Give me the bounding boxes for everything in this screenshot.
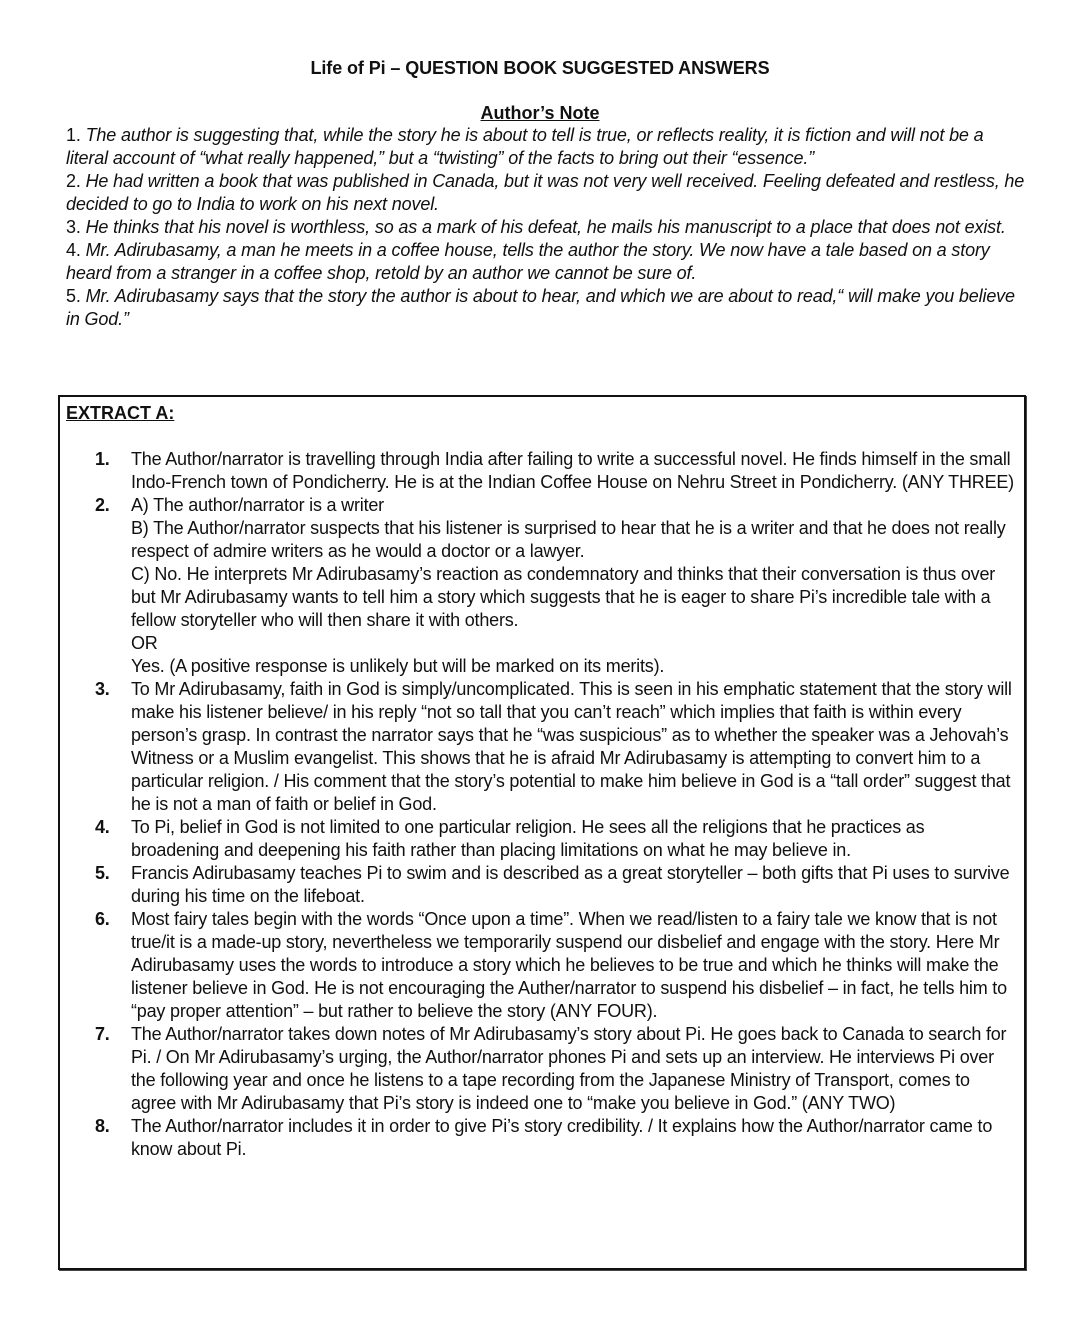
document-title: Life of Pi – QUESTION BOOK SUGGESTED ANSWERS: [310, 58, 770, 78]
authors-note-list: [66, 124, 1026, 331]
answer-item: [95, 1023, 1015, 1115]
extract-a-heading: EXTRACT A:: [66, 403, 175, 423]
extract-a-answer-list: [95, 448, 1015, 1161]
answer-number: 2.: [95, 495, 110, 515]
answer-item: [95, 908, 1015, 1023]
answer-body: [131, 816, 1015, 862]
item-number: 3.: [66, 217, 81, 237]
authors-note-item: [66, 216, 1026, 239]
authors-note-item: [66, 170, 1026, 216]
answer-body: [131, 1115, 1015, 1161]
item-text: The author is suggesting that, while the story he is about to tell is true, or reflects reality, it is fiction and will not be a literal account of “what really happened,” but a “twisting” of the facts to bring out their “essence.”: [66, 125, 984, 168]
answer-line: Francis Adirubasamy teaches Pi to swim and is described as a great storyteller – both gifts that Pi uses to survive during his time on the lifeboat.: [131, 863, 1010, 906]
answer-item: [95, 448, 1015, 494]
item-text: Mr. Adirubasamy says that the story the author is about to hear, and which we are about to read,“ will make you believe in God.”: [66, 286, 1015, 329]
answer-part-c: C) No. He interprets Mr Adirubasamy’s reaction as condemnatory and thinks that their conversation is thus over but Mr Adirubasamy wants to tell him a story which suggests that he is eager to share Pi’s incredible tale with a fellow storyteller who will then share it with others.: [131, 564, 996, 630]
answer-item: [95, 678, 1015, 816]
answer-number: 4.: [95, 817, 110, 837]
item-number: 5.: [66, 286, 81, 306]
authors-note-heading: Author’s Note: [480, 103, 600, 123]
answer-body: [131, 678, 1015, 816]
item-number: 1.: [66, 125, 81, 145]
answer-number: 8.: [95, 1116, 110, 1136]
answer-item: [95, 494, 1015, 678]
item-number: 4.: [66, 240, 81, 260]
answer-line: The Author/narrator takes down notes of Mr Adirubasamy’s story about Pi. He goes back to Canada to search for Pi. / On Mr Adirubasamy’s urging, the Author/narrator phones Pi and sets up an interview. He interviews Pi over the following year and once he listens to a tape recording from the Japanese Ministry of Transport, comes to agree with Mr Adirubasamy that Pi’s story is indeed one to “make you believe in God.” (ANY TWO): [131, 1024, 1007, 1113]
item-text: Mr. Adirubasamy, a man he meets in a coffee house, tells the author the story. We now have a tale based on a story heard from a stranger in a coffee shop, retold by an author we cannot be sure of.: [66, 240, 990, 283]
answer-item: [95, 816, 1015, 862]
answer-body: [131, 862, 1015, 908]
item-text: He had written a book that was published in Canada, but it was not very well received. Feeling defeated and restless, he decided to go to India to work on his next novel.: [66, 171, 1025, 214]
answer-line: To Pi, belief in God is not limited to one particular religion. He sees all the religions that he practices as broadening and deepening his faith rather than placing limitations on what he may believe in.: [131, 817, 925, 860]
answer-body: [131, 1023, 1015, 1115]
answer-part-b: B) The Author/narrator suspects that his listener is surprised to hear that he is a writer and that he does not really respect of admire writers as he would a doctor or a lawyer.: [131, 518, 1006, 561]
answer-number: 5.: [95, 863, 110, 883]
answer-line: Most fairy tales begin with the words “Once upon a time”. When we read/listen to a fairy tale we know that is not true/it is a made-up story, nevertheless we temporarily suspend our disbelief and engage with the story. Here Mr Adirubasamy uses the words to introduce a story which he believes to be true and which he thinks will make the listener believe in God. He is not encouraging the Auther/narrator to suspend his disbelief – in fact, he tells him to “pay proper attention” – but rather to believe the story (ANY FOUR).: [131, 909, 1007, 1021]
answer-body: [131, 908, 1015, 1023]
answer-body: [131, 494, 1015, 678]
answer-line: To Mr Adirubasamy, faith in God is simply/uncomplicated. This is seen in his emphatic statement that the story will make his listener believe/ in his reply “not so tall that you can’t reach” which implies that faith is within every person’s grasp. In contrast the narrator says that he “was suspicious” as to whether the speaker was a Jehovah’s Witness or a Muslim evangelist. This shows that he is afraid Mr Adirubasamy is attempting to convert him to a particular religion. / His comment that the story’s potential to make him believe in God is a “tall order” suggest that he is not a man of faith or belief in God.: [131, 679, 1012, 814]
answer-number: 1.: [95, 449, 110, 469]
item-number: 2.: [66, 171, 81, 191]
answer-item: [95, 862, 1015, 908]
answer-number: 7.: [95, 1024, 110, 1044]
answer-line: The Author/narrator includes it in order to give Pi’s story credibility. / It explains how the Author/narrator came to know about Pi.: [131, 1116, 993, 1159]
authors-note-item: [66, 239, 1026, 285]
authors-note-item: [66, 285, 1026, 331]
answer-line: The Author/narrator is travelling through India after failing to write a successful novel. He finds himself in the small Indo-French town of Pondicherry. He is at the Indian Coffee House on Nehru Street in Pondicherry. (ANY THREE): [131, 449, 1014, 492]
answer-body: [131, 448, 1015, 494]
extract-a-box: [58, 395, 1026, 1270]
answer-number: 6.: [95, 909, 110, 929]
answer-item: [95, 1115, 1015, 1161]
item-text: He thinks that his novel is worthless, so as a mark of his defeat, he mails his manuscript to a place that does not exist.: [85, 217, 1006, 237]
answer-part-a: A) The author/narrator is a writer: [131, 495, 384, 515]
answer-alternative: Yes. (A positive response is unlikely but will be marked on its merits).: [131, 656, 665, 676]
answer-or-separator: OR: [131, 633, 158, 653]
authors-note-item: [66, 124, 1026, 170]
answer-number: 3.: [95, 679, 110, 699]
